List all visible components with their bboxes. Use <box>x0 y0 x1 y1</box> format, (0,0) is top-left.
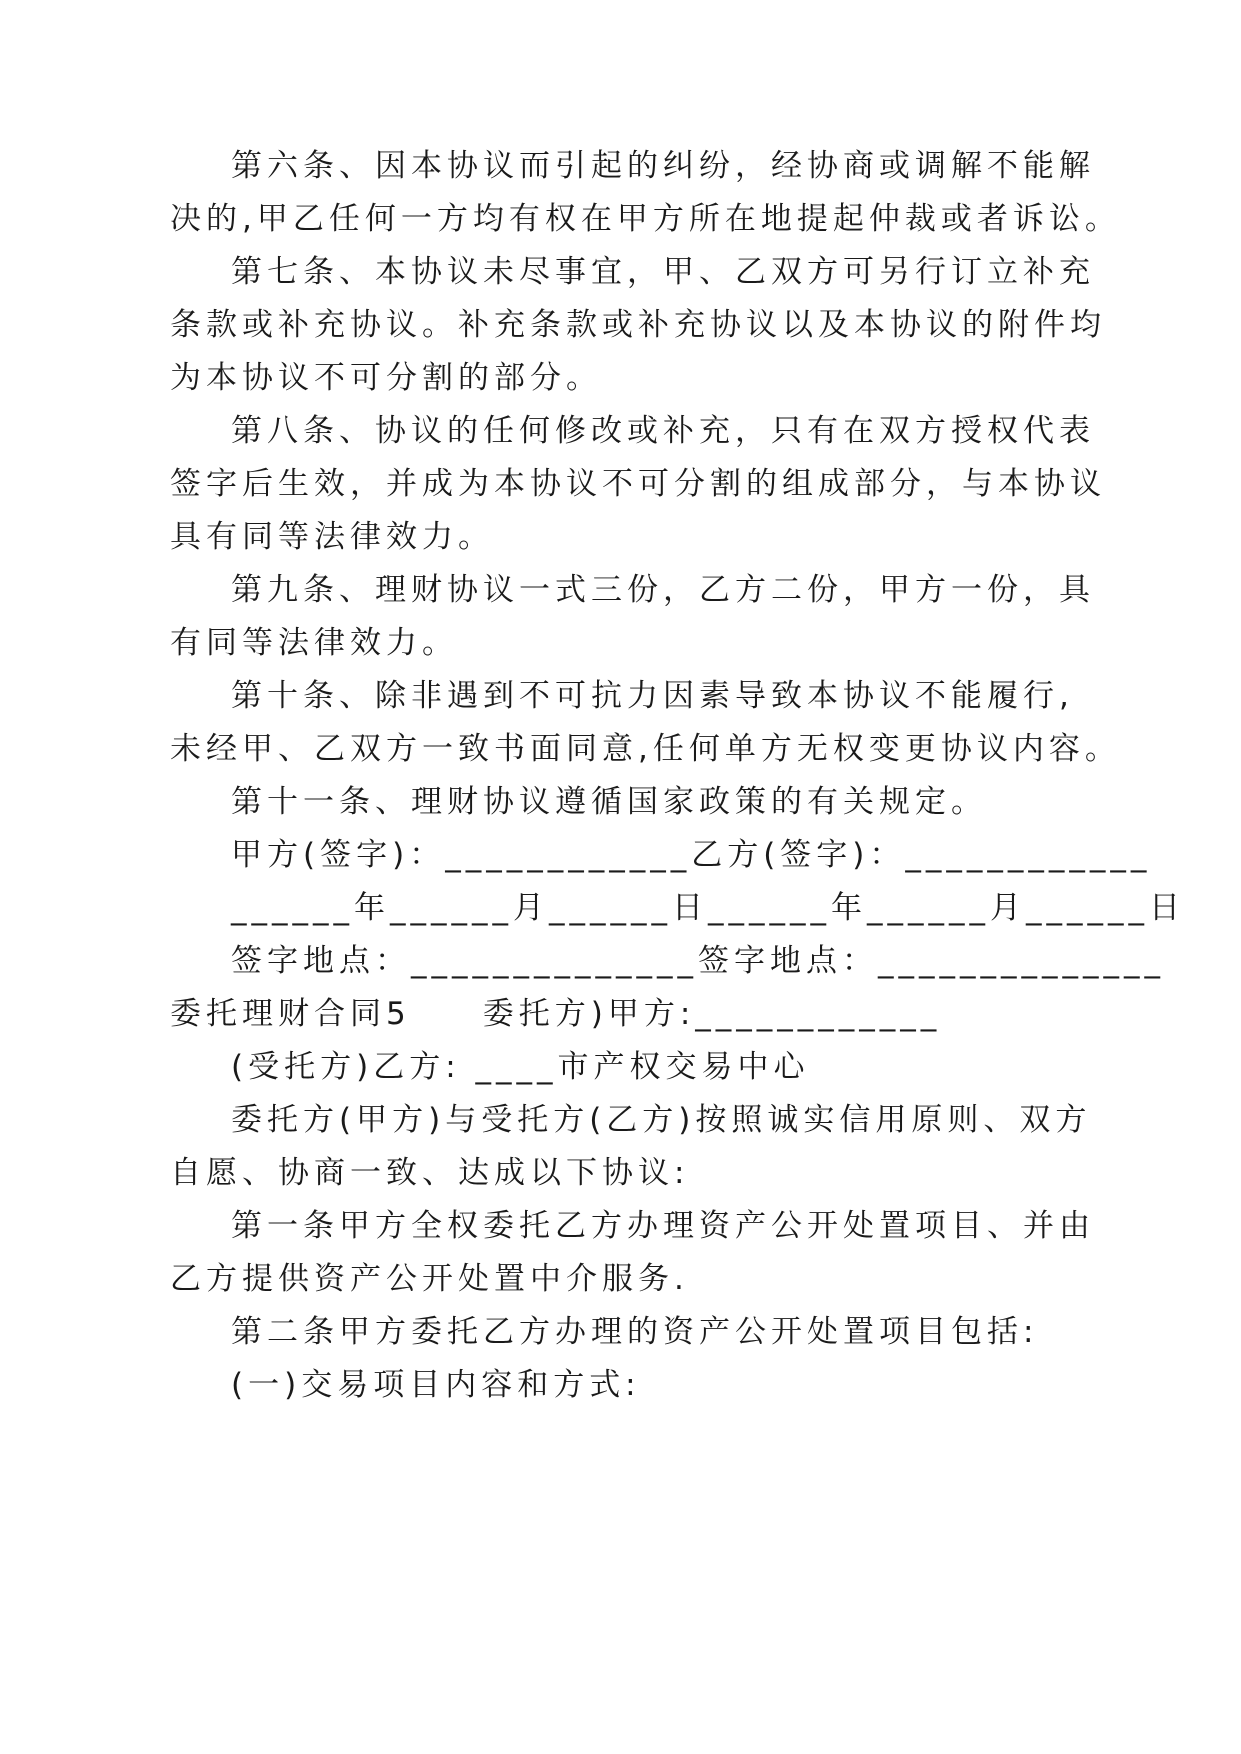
text-line: 第一条甲方全权委托乙方办理资产公开处置项目、并由 <box>231 1208 1095 1244</box>
text-line: 第十条、除非遇到不可抗力因素导致本协议不能履行, <box>231 678 1074 714</box>
text-line: 未经甲、乙双方一致书面同意,任何单方无权变更协议内容。 <box>170 731 1121 767</box>
contract-heading-line: 委托理财合同5 委托方)甲方:____________ <box>170 996 942 1032</box>
signature-line: 甲方(签字)：____________乙方(签字)：____________ <box>231 837 1152 873</box>
text-line: 决的,甲乙任何一方均有权在甲方所在地提起仲裁或者诉讼。 <box>170 201 1121 237</box>
text-line: 第二条甲方委托乙方办理的资产公开处置项目包括: <box>231 1314 1039 1350</box>
text-line: 为本协议不可分割的部分。 <box>170 360 602 396</box>
text-line: 委托方(甲方)与受托方(乙方)按照诚实信用原则、双方 <box>231 1102 1092 1138</box>
text-line: 签字后生效，并成为本协议不可分割的组成部分，与本协议 <box>170 466 1106 502</box>
text-line: 自愿、协商一致、达成以下协议: <box>170 1155 690 1191</box>
text-line: 第六条、因本协议而引起的纠纷，经协商或调解不能解 <box>231 148 1095 184</box>
text-line: (一)交易项目内容和方式: <box>231 1367 641 1403</box>
signing-place-line: 签字地点：______________签字地点：______________ <box>231 943 1165 979</box>
text-line: (受托方)乙方: ____市产权交易中心 <box>231 1049 810 1085</box>
text-line: 具有同等法律效力。 <box>170 519 494 555</box>
text-line: 第七条、本协议未尽事宜，甲、乙双方可另行订立补充 <box>231 254 1095 290</box>
text-line: 乙方提供资产公开处置中介服务. <box>170 1261 689 1297</box>
text-line: 第九条、理财协议一式三份，乙方二份，甲方一份，具 <box>231 572 1095 608</box>
text-line: 第十一条、理财协议遵循国家政策的有关规定。 <box>231 784 987 820</box>
text-line: 有同等法律效力。 <box>170 625 458 661</box>
date-line: ______年______月______日______年______月______日 <box>231 890 1185 926</box>
text-line: 第八条、协议的任何修改或补充，只有在双方授权代表 <box>231 413 1095 449</box>
text-line: 条款或补充协议。补充条款或补充协议以及本协议的附件均 <box>170 307 1106 343</box>
